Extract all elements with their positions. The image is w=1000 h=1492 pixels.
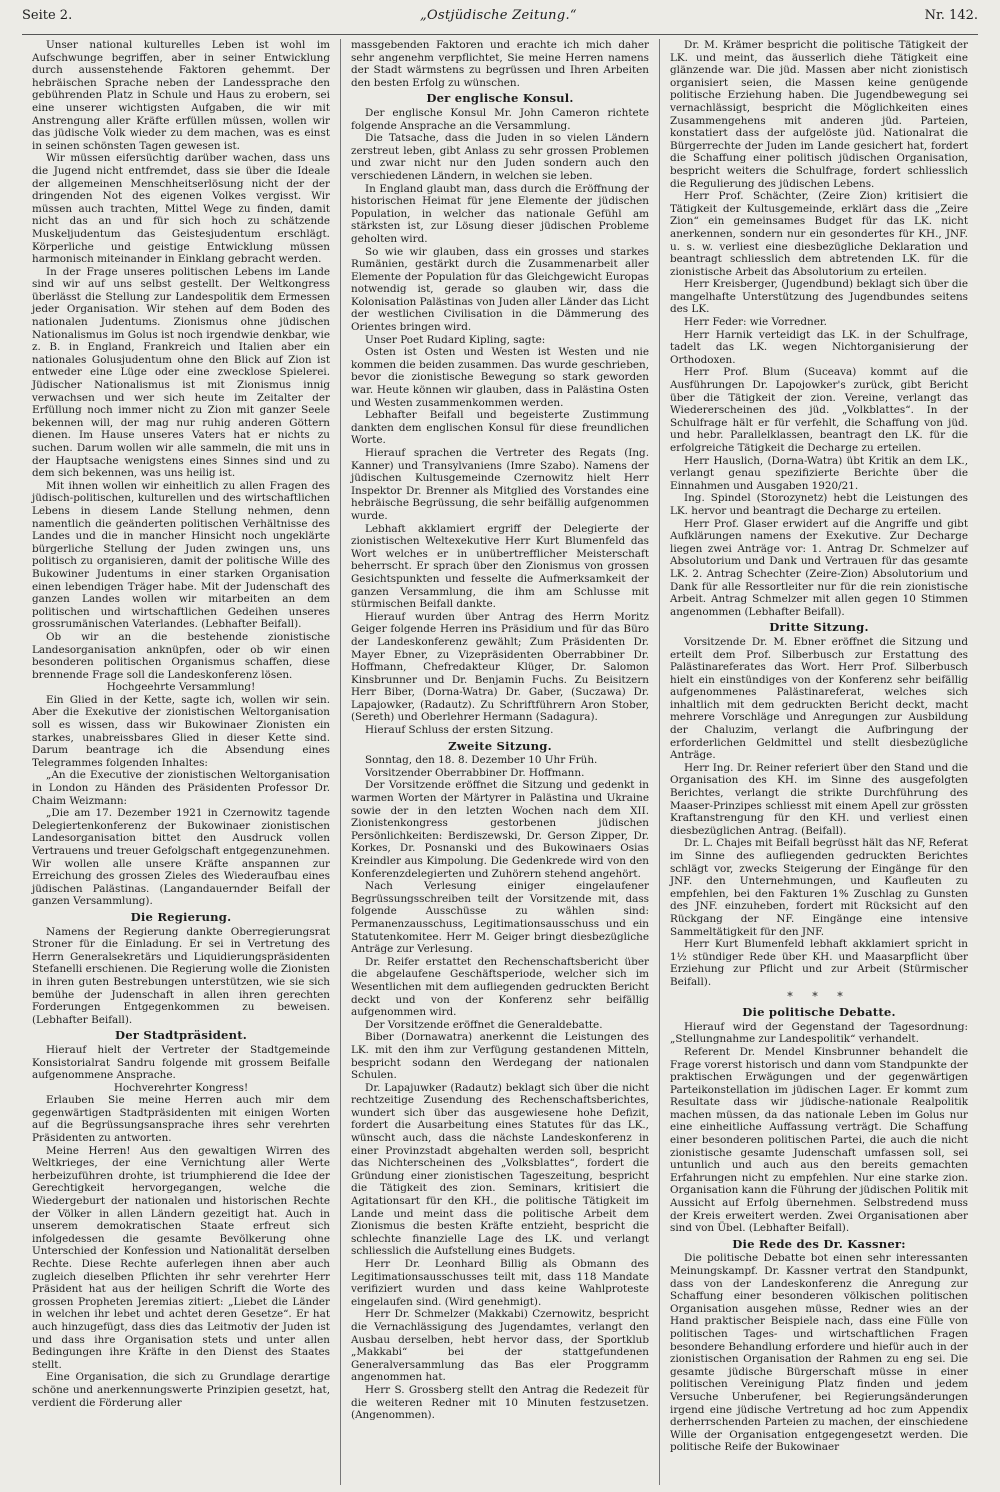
section-heading-dritte-sitzung: Dritte Sitzung.	[769, 620, 869, 635]
paragraph: Osten ist Osten und Westen ist Westen und nie kommen die beiden zusammen. Das wurde geschrieben, bevor die zionistische Bewegung so stark geworden war. Heute können wir glauben, dass in Palästina Osten und Westen zusammenkommen werden.	[351, 346, 649, 409]
paragraph: Ein Glied in der Kette, sagte ich, wollen wir sein. Aber die Exekutive der zionistischen Weltorganisation soll es wissen, dass wir Bukowinaer Zionisten ein starkes, unabreissbares Glied in dieser Kette sind. Darum beantrage ich die Absendung eines Telegrammes folgenden Inhaltes:	[32, 693, 330, 769]
paragraph: Hierauf wurden über Antrag des Herrn Moritz Geiger folgende Herren ins Präsidium und für das Büro der Landeskonferenz gewählt; Zum Präsidenten Dr. Mayer Ebner, zu Vizepräsidenten Oberrabbiner Dr. Hoffmann, Chefredakteur Klüger, Dr. Salomon Kinsbrunner und Dr. Benjamin Fuchs. Zu Beisitzern Herr Biber, (Dorna-Watra) Dr. Gaber, (Suczawa) Dr. Lapajowker, (Radautz). Zu Schriftführern Aron Stober, (Sereth) und Oberlehrer Hermann (Sadagura).	[351, 610, 649, 724]
paragraph: Herr Kurt Blumenfeld lebhaft akklamiert spricht in 1½ stündiger Rede über KH. und Maasarpflicht über Erziehung zur Pflicht und zur Arbeit (Stürmischer Beifall).	[670, 938, 968, 988]
speech-address: Hochverehrter Kongress!	[113, 1081, 249, 1094]
paragraph: Dr. M. Krämer bespricht die politische Tätigkeit der LK. und meint, das äusserlich diehe Tätigkeit eine glänzende war. Die jüd. Massen aber nicht zionistisch organisiert seien, die Massen keine genügende politische Erziehung haben. Die Jugendbewegung sei vernachlässigt, bespricht die Möglichkeiten eines Zusammengehens mit anderen jüd. Parteien, konstatiert dass der aufgelöste jüd. Nationalrat die Bürgerrechte der Juden im Lande gesichert hat, fordert die Schaffung einer politisch jüdischen Organisation, bespricht weiters die Schulfrage, fordert schliesslich die Regulierung des jüdischen Lebens.	[670, 39, 968, 190]
section-divider-stars: * * *	[787, 989, 851, 1003]
section-heading-politische-debatte: Die politische Debatte.	[742, 1005, 896, 1020]
section-heading-stadtpraesident: Der Stadtpräsident.	[114, 1028, 248, 1043]
paragraph: Herr Feder: wie Vorredner.	[684, 316, 827, 329]
paragraph: Herr S. Grossberg stellt den Antrag die Redezeit für die weiteren Redner mit 10 Minuten festzusetzen. (Angenommen).	[351, 1383, 649, 1422]
session-date: Sonntag, den 18. 8. Dezember 10 Uhr Früh.	[365, 754, 598, 767]
paragraph: Die politische Debatte bot einen sehr interessanten Meinungskampf. Dr. Kassner vertrat den Standpunkt, dass von der Landeskonferenz die Anregung zur Schaffung einer besonderen völkischen politischen Organisation ausgehen müsse, Redner wies an der Hand praktischer Beispiele nach, dass eine Fülle von politischen Tages- und wirtschaftlichen Fragen besondere Behandlung erfordere und hiefür auch in der zionistischen Organisation der Rahmen zu eng sei. Die gesamte jüdische Bürgerschaft müsse in einer politischen Vereinigung Platz finden und jedem Versuche Unberufener, bei Regierungsänderungen irgend eine jüdische Vertretung ad hoc zum Appendix derherrschenden Parteien zu machen, der einschiedene Wille der Organisation entgegengesetzt werden. Die politische Reife der Bukowinaer	[670, 1252, 968, 1454]
paragraph: Herr Prof. Schächter, (Zeire Zion) kritisiert die Tätigkeit der Kultusgemeinde, erklärt dass die „Zeire Zion“ ein gemeinsames Budget für das LK. nicht anerkennen, sondern nur ein gesondertes für KH., JNF. u. s. w. verliest eine diesbezügliche Deklaration und beantragt schliesslich dem abtretenden LK. für die zionistische Arbeit das Absolutorium zu erteilen.	[670, 190, 968, 278]
section-heading-regierung: Die Regierung.	[130, 909, 232, 924]
telegram-paragraph: „An die Executive der zionistischen Weltorganisation in London zu Händen des Präsidenten Professor Dr. Chaim Weizmann:	[32, 769, 330, 807]
paragraph: Namens der Regierung dankte Oberregierungsrat Stroner für die Einladung. Er sei in Vertretung des Herrn Generalsekretärs und Liquidierungspräsidenten Stefanelli erschienen. Die Regierung wolle die Zionisten in ihren guten Bestrebungen unterstützen, wie sie sich bemühe der Judenschaft in allen ihren gerechten Forderungen Entgegenkommen zu beweisen. (Lebhafter Beifall).	[32, 925, 330, 1026]
paragraph: Unser Poet Rudard Kipling, sagte:	[365, 333, 546, 346]
paragraph: Biber (Dornawatra) anerkennt die Leistungen des LK. mit den ihm zur Verfügung gestandenen Mitteln, bespricht sodann den Werdegang der nationalen Schulen.	[351, 1031, 649, 1082]
paragraph: Meine Herren! Aus den gewaltigen Wirren des Weltkrieges, der eine Vernichtung aller Werte herbeizuführen drohte, ist triumphierend die Idee der Gerechtigkeit hervorgegangen, welche die Wiedergeburt der nationalen und historischen Rechte der Völker in allen Ländern gezeitigt hat. Auch in unserem demokratischen Staate erfreut sich infolgedessen die gesamte Bevölkerung ohne Unterschied der Konfession und Nationalität derselben Rechte. Diese Rechte auferlegen ihnen aber auch zugleich dieselben Pflichten ihr sehr verehrter Herr Präsident hat aus der heiligen Schrift die Worte des grossen Propheten Jeremias zitiert: „Liebet die Länder in welchen ihr lebet und achtet deren Gesetze“. Er hat auch hinzugefügt, dass dies das Leitmotiv der Juden ist und dass ihre Organisation stets und unter allen Bedingungen ihre Kräfte in den Dienst des Staates stellt.	[32, 1144, 330, 1371]
paragraph: Herr Prof. Glaser erwidert auf die Angriffe und gibt Aufklärungen namens der Exekutive. Zur Decharge liegen zwei Anträge vor: 1. Antrag Dr. Schmelzer auf Absolutorium und Dank und Vertrauen für das gesamte LK. 2. Antrag Schechter (Zeire-Zion) Absolutorium und Dank für alle Ressortleiter nur für die rein zionistische Arbeit. Antrag Schmelzer mit allen gegen 10 Stimmen angenommen (Lebhafter Beifall).	[670, 517, 968, 618]
paragraph: Nach Verlesung einiger eingelaufener Begrüssungsschreiben teilt der Vorsitzende mit, dass folgende Ausschüsse zu wählen sind: Permanenzausschuss, Legitimationsausschuss und ein Statutenkomitee. Herr M. Geiger bringt diesbezügliche Anträge zur Verlesung.	[351, 880, 649, 956]
paragraph: Unser national kulturelles Leben ist wohl im Aufschwunge begriffen, aber in seiner Entwicklung durch aussenstehende Faktoren gehemmt. Der hebräischen Sprache neben der Landessprache den gebührenden Platz in Schule und Haus zu erobern, sei eine unserer wichtigsten Aufgaben, die wir mit Anstrengung aller Kräfte erfüllen müssen, wollen wir das jüdische Volk wieder zu dem machen, was es einst in seinen schönsten Tagen gewesen ist.	[32, 39, 330, 152]
paragraph: Herr Prof. Blum (Suceava) kommt auf die Ausführungen Dr. Lapojowker's zurück, gibt Bericht über die Tätigkeit der zion. Vereine, verlangt das Wiedererscheinen des jüd. „Volkblattes“. In der Schulfrage hält er für verfehlt, die Schaffung von jüd. und hebr. Parallelklassen, beantragt den LK. für die erfolgreiche Tätigkeit die Decharge zu erteilen.	[670, 366, 968, 454]
paragraph: Dr. Lapajuwker (Radautz) beklagt sich über die nicht rechtzeitige Zusendung des Rechenschaftsberichtes, wundert sich über das ausgewiesene hohe Defizit, fordert die Ausarbeitung eines Statutes für das LK., wünscht auch, dass die nächste Landeskonferenz in einer Provinzstadt abgehalten werden soll, bespricht das Nichterscheinen des „Volksblattes“, fordert die Gründung einer zionistischen Tageszeitung, bespricht die Tätigkeit des zion. Seminars, kritisiert die Agitationsart für den KH., die politische Tätigkeit im Lande und meint dass die politische Arbeit dem Zionismus die besten Kräfte entzieht, bespricht die schlechte finanzielle Lage des LK. und verlangt schliesslich die Aufstellung eines Budgets.	[351, 1081, 649, 1258]
section-heading-konsul: Der englische Konsul.	[426, 91, 574, 106]
paragraph: Dr. L. Chajes mit Beifall begrüsst hält das NF, Referat im Sinne des aufliegenden gedruckten Berichtes schlägt vor, zwecks Steigerung der Eingänge für den JNF. den Unternehmungen, und Kaufleuten zu empfehlen, bei den Fakturen 1% Zuschlag zu Gunsten des JNF. einzuheben, fordert mit Rücksicht auf den Rückgang der NF. Eingänge eine intensive Sammeltätigkeit für den JNF.	[670, 837, 968, 938]
paragraph: Der englische Konsul Mr. John Cameron richtete folgende Ansprache an die Versammlung.	[351, 106, 649, 132]
paragraph: So wie wir glauben, dass ein grosses und starkes Rumänien, gestärkt durch die Zusammenarbeit aller Elemente der Population für das Gleichgewicht Europas notwendig ist, gerade so glauben wir, dass die Kolonisation Palästinas von Juden aller Länder das Licht der westlichen Civilisation in die Dämmerung des Orientes bringen wird.	[351, 245, 649, 334]
paragraph: Mit ihnen wollen wir einheitlich zu allen Fragen des jüdisch-politischen, kulturellen und des wirtschaftlichen Lebens in diesem Lande Stellung nehmen, denn namentlich die geänderten politischen Verhältnisse des Landes und die in mancher Hinsicht noch ungeklärte bürgerliche Stellung der Juden zwingen uns, uns politisch zu organisieren, damit der politische Wille des Bukowiner Judentums in einer starken Organisation einen lebendigen Träger habe. Mit der Judenschaft des ganzen Landes wollen wir mitarbeiten an dem politischen und wirtschaftlichen Gedeihen unseres grossrumänischen Vaterlandes. (Lebhafter Beifall).	[32, 479, 330, 631]
paragraph: Ob wir an die bestehende zionistische Landesorganisation anknüpfen, oder ob wir einen besonderen politischen Organismus schaffen, diese brennende Frage soll die Landeskonferenz lösen.	[32, 630, 330, 681]
newspaper-title: „Ostjüdische Zeitung.“	[419, 8, 577, 23]
speech-address: Hochgeehrte Versammlung!	[106, 681, 256, 694]
paragraph: In der Frage unseres politischen Lebens im Lande sind wir auf uns selbst gestellt. Der Weltkongress überlässt die Stellung zur Landespolitik dem Ermessen jeder Organisation. Wir stehen auf dem Boden des nationalen Judentums. Zionismus ohne jüdischen Nationalismus im Golus ist noch irgendwie denkbar, wie z. B. in England, Frankreich und Italien aber ein nationales Golusjudentum ohne den Blick auf Zion ist entweder eine Lüge oder eine zwecklose Spielerei. Jüdischer Nationalismus ist mit Zionismus innig verwachsen und wer sich heute im Zeitalter der Erfüllung noch immer nicht zu Zion mit ganzer Seele bekennen will, der mag nur ruhig anderen Göttern dienen. Im Hause unseres Vaters hat er nichts zu suchen. Darum wollen wir alle sammeln, die mit uns in der Hauptsache wenigstens eines Sinnes sind und zu dem sich bekennen, was uns heilig ist.	[32, 265, 330, 480]
telegram-paragraph: „Die am 17. Dezember 1921 in Czernowitz tagende Delegiertenkonferenz der Bukowinaer zionistischen Landesorganisation bittet den Ausdruck vollen Vertrauens und treuer Gefolgschaft entgegenzunehmen. Wir wollen alle unsere Kräfte anspannen zur Erreichung des grossen Zieles des Wiederaufbau eines jüdischen Palästinas. (Langandauernder Beifall der ganzen Versammlung).	[32, 807, 330, 908]
paragraph: Ing. Spindel (Storozynetz) hebt die Leistungen des LK. hervor und beantragt die Decharge zu erteilen.	[670, 492, 968, 517]
paragraph: Hierauf wird der Gegenstand der Tagesordnung: „Stellungnahme zur Landespolitik“ verhandelt.	[670, 1020, 968, 1046]
paragraph: Referent Dr. Mendel Kinsbrunner behandelt die Frage vorerst historisch und dann vom Standpunkte der praktischen Erwägungen und der gegenwärtigen Parteikonstellation im jüdischen Lager. Er kommt zum Resultate dass wir jüdische-nationale Realpolitik machen müssen, da das nationale Leben im Golus nur eine einheitliche Auffassung verträgt. Die Schaffung einer besonderen politischen Partei, die auch die nicht zionistische gesamte Judenschaft umfassen soll, sei untunlich und auch aus den bereits gemachten Erfahrungen nicht zu empfehlen. Nur eine starke zion. Organisation kann die Führung der jüdischen Politik mit Aussicht auf Erfolg übernehmen. Selbstredend muss der Kreis erweitert werden. Zwei Organisationen aber sind von Übel. (Lebhafter Beifall).	[670, 1045, 968, 1235]
column-right	[660, 39, 978, 1485]
header-rule	[22, 34, 978, 35]
paragraph: Dr. Reifer erstattet den Rechenschaftsbericht über die abgelaufene Geschäftsperiode, welcher sich im Wesentlichen mit dem aufliegenden gedruckten Bericht deckt und von der Konferenz sehr beifällig aufgenommen wird.	[351, 955, 649, 1019]
paragraph: Der Vorsitzende eröffnet die Generaldebatte.	[365, 1018, 603, 1031]
paragraph: Vorsitzende Dr. M. Ebner eröffnet die Sitzung und erteilt dem Prof. Silberbusch zur Erstattung des Palästinareferates das Wort. Herr Prof. Silberbusch hielt ein einstündiges von der Konferenz sehr beifällig aufgenommenes Palästinareferat, welches sich inhaltlich mit dem gedruckten Bericht deckt, macht mehrere Vorschläge und Anregungen zur Ausbildung der Chaluzim, verlangt die Aufbringung der erforderlichen Geldmittel und stellt diesbezügliche Anträge.	[670, 635, 968, 762]
page-number-label: Seite 2.	[22, 8, 73, 23]
paragraph: Herr Ing. Dr. Reiner referiert über den Stand und die Organisation des KH. im Sinne des ausgefolgten Berichtes, verlangt die strikte Durchführung des Maaser-Prinzipes schliesst mit einem Apell zur grössten Kraftanstrengung für den KH. und verliest einen diesbezüglichen Antrag. (Beifall).	[670, 761, 968, 837]
paragraph: Herr Hauslich, (Dorna-Watra) übt Kritik an dem LK., verlangt genau spezifizierte Berichte über die Einnahmen und Ausgaben 1920/21.	[670, 454, 968, 492]
paragraph: Herr Kreisberger, (Jugendbund) beklagt sich über die mangelhafte Unterstützung des Jugendbundes seitens des LK.	[670, 278, 968, 316]
paragraph: Lebhaft akklamiert ergriff der Delegierte der zionistischen Weltexekutive Herr Kurt Blumenfeld das Wort welches er in unübertrefflicher Meisterschaft beherrscht. Er sprach über den Zionismus von grossen Gesichtspunkten und fesselte die Aufmerksamkeit der ganzen Versammlung, die ihm am Schlusse mit stürmischen Beifall dankte.	[351, 522, 649, 611]
paragraph: massgebenden Faktoren und erachte ich mich daher sehr angenehm verpflichtet, Sie meine Herren namens der Stadt wärmstens zu begrüssen und Ihren Arbeiten den besten Erfolg zu wünschen.	[351, 39, 649, 89]
paragraph: Die Tatsache, dass die Juden in so vielen Ländern zerstreut leben, gibt Anlass zu sehr grossen Problemen und zwar nicht nur den Juden sondern auch den verschiedenen Ländern, in welchen sie leben.	[351, 132, 649, 182]
paragraph: Hierauf sprachen die Vertreter des Regats (Ing. Kanner) und Transylvaniens (Imre Szabo). Namens der jüdischen Kultusgemeinde Czernowitz hielt Herr Inspektor Dr. Brenner als Mitglied des Vorstandes eine hebräische Begrüssung, die sehr beifällig aufgenommen wurde.	[351, 447, 649, 522]
paragraph: Erlauben Sie meine Herren auch mir dem gegenwärtigen Stadtpräsidenten mit einigen Worten auf die Begrüssungsansprache ihres sehr verehrten Präsidenten zu antworten.	[32, 1094, 330, 1145]
paragraph: Herr Dr. Schmelzer (Makkabi) Czernowitz, bespricht die Vernachlässigung des Jugendamtes, verlangt den Ausbau derselben, hebt hervor dass, der Sportklub „Makkabi“ bei der stattgefundenen Generalversammlung das Bas eler Proggramm angenommen hat.	[351, 1308, 649, 1384]
paragraph: Hierauf hielt der Vertreter der Stadtgemeinde Konsistorialrat Sandru folgende mit grossem Beifalle aufgenommene Ansprache.	[32, 1043, 330, 1082]
issue-number: Nr. 142.	[924, 8, 978, 23]
session-chair: Vorsitzender Oberrabbiner Dr. Hoffmann.	[365, 766, 585, 779]
paragraph: Der Vorsitzende eröffnet die Sitzung und gedenkt in warmen Worten der Märtyrer in Palästina und Ukraine sowie der in den letzten Wochen nach dem XII. Zionistenkongress gestorbenen jüdischen Persönlichkeiten: Berdiszewski, Dr. Gerson Zipper, Dr. Korkes, Dr. Posnanski und des Bukowinaers Osias Kreindler aus Kimpolung. Die Gedenkrede wird von den Konferenzdelegierten und Zuhörern stehend angehört.	[351, 779, 649, 880]
paragraph: In England glaubt man, dass durch die Eröffnung der historischen Heimat für jene Elemente der jüdischen Population, in welcher das nationale Gefühl am stärksten ist, zur Lösung dieser jüdischen Probleme geholten wird.	[351, 182, 649, 245]
article-columns	[22, 39, 978, 1485]
paragraph: Lebhafter Beifall und begeisterte Zustimmung dankten dem englischen Konsul für diese freundlichen Worte.	[351, 409, 649, 447]
column-left	[22, 39, 340, 1485]
column-middle	[340, 39, 660, 1485]
paragraph: Hierauf Schluss der ersten Sitzung.	[365, 724, 554, 737]
section-heading-kassner: Die Rede des Dr. Kassner:	[732, 1236, 906, 1251]
paragraph: Herr Dr. Leonhard Billig als Obmann des Legitimationsausschusses teilt mit, dass 118 Mandate verifiziert wurden und dass keine Wahlproteste eingelaufen sind. (Wird genehmigt).	[351, 1258, 649, 1308]
section-heading-zweite-sitzung: Zweite Sitzung.	[448, 738, 552, 753]
paragraph: Eine Organisation, die sich zu Grundlage derartige schöne und anerkennungswerte Prinzipien gesetzt, hat, verdient die Förderung aller	[32, 1371, 330, 1409]
paragraph: Wir müssen eifersüchtig darüber wachen, dass uns die Jugend nicht entfremdet, dass sie über die Ideale der allgemeinen Menschheitserlösung nicht der der dringenden Not des eigenen Volkes vergisst. Wir müssen auch trachten, Mittel Wege zu finden, damit nicht das an und für sich hoch zu schätzende Muskeljudentum das Geistesjudentum erschlägt. Körperliche und geistige Entwicklung müssen harmonisch miteinander in Einklang gebracht werden.	[32, 152, 330, 266]
page-header	[22, 8, 978, 32]
paragraph: Herr Harnik verteidigt das LK. in der Schulfrage, tadelt das LK. wegen Nichtorganisierung der Orthodoxen.	[670, 328, 968, 366]
